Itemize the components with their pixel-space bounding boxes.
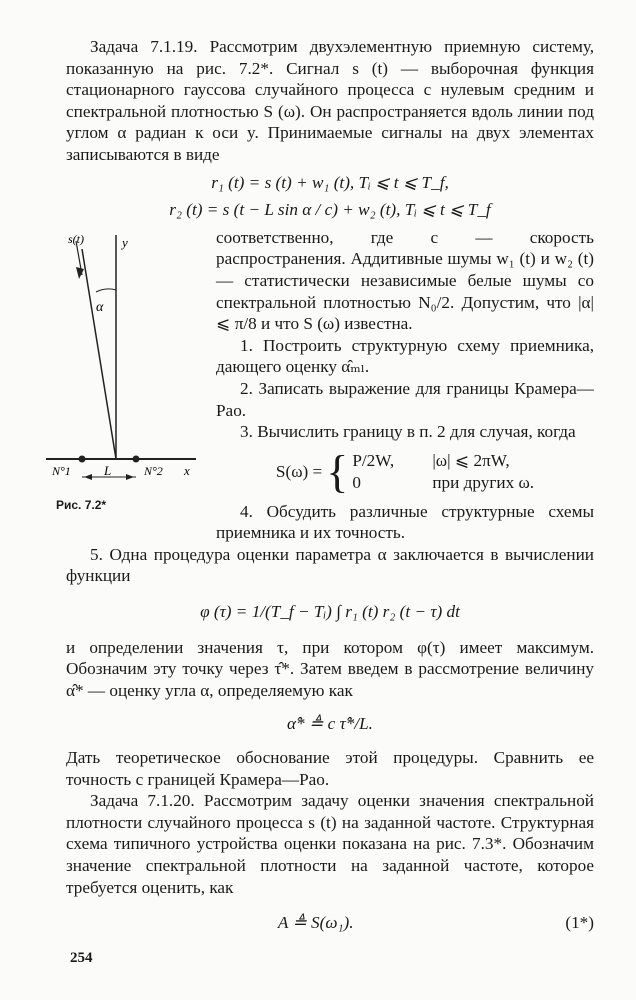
page-number: 254 (70, 950, 93, 966)
equation-1-row (66, 912, 594, 934)
figure-caption: Рис. 7.2* (56, 497, 107, 512)
list-item-2: 2. Записать выражение для границы Крамера—Рао. (216, 378, 594, 420)
figure-7-2-diagram (52, 227, 216, 497)
figure-row (52, 227, 594, 544)
label-s: s(t) (68, 231, 84, 246)
paragraph-max-point: и определении значения τ, при котором φ(τ) имеет максимум. Обозначим эту точку через τ̂*. Затем введем в рассмотрение величину α̂* — оценку угла α, определяемую как (66, 637, 594, 700)
label-y: y (122, 234, 128, 250)
list-item-3: 3. Вычислить границу в п. 2 для случая, когда (240, 422, 576, 442)
element-1-dot (79, 455, 86, 462)
list-item-4: 4. Обсудить различные структурные схемы приемника и их точность. (216, 501, 594, 543)
case-2-value: 0 (352, 472, 361, 492)
equation-r2: r₂ (t) = s (t − L sin α / c) + w₂ (t), Tᵢ ⩽ t ⩽ T_f (169, 200, 491, 220)
case-2-condition: при других ω. (432, 472, 535, 492)
label-L: L (104, 462, 112, 478)
label-n2: N°2 (144, 463, 163, 478)
paragraph-task-7-1-19: Задача 7.1.19. Рассмотрим двухэлементную приемную систему, показанную на рис. 7.2*. Сигнал s (t) — выборочная функция стационарного гауссова случайного процесса с нулевым средним и спектральной плотностью S (ω). Он распространяется вдоль линии под углом α радиан к оси y. Принимаемые сигналы на двух элементах записываются в виде (66, 37, 594, 164)
signal-direction-line (82, 249, 116, 459)
paragraph-justification: Дать теоретическое обоснование этой процедуры. Сравнить ее точность с границей Крамера—Рао. (66, 748, 594, 789)
label-x: x (184, 462, 190, 478)
paragraph-task-7-1-20: Задача 7.1.20. Рассмотрим задачу оценки значения спектральной плотности случайного процесса s (t) на заданной частоте. Структурная схема типичного устройства оценки показана на рис. 7.3*. Обозначим значение спектральной плотности на заданной частоте, которое требуется оценить, как (66, 791, 594, 897)
case-1-condition: |ω| ⩽ 2πW, (432, 451, 510, 471)
case-1-value: P/2W, (352, 451, 395, 471)
figure-side-text (216, 227, 594, 544)
equation-r1: r₁ (t) = s (t) + w₁ (t), Tᵢ ⩽ t ⩽ T_f, (211, 172, 449, 192)
figure-7-2 (52, 227, 216, 512)
label-alpha: α (96, 299, 104, 315)
element-2-dot (133, 455, 140, 462)
equation-alpha-estimate: α̂* ≜ c τ̂*/L. (287, 714, 373, 734)
equation-A: A ≜ S(ω₁). (277, 913, 354, 933)
equation-phi: φ (τ) = 1/(T_f − Tᵢ) ∫ r₁ (t) r₂ (t − τ) dt (200, 602, 460, 622)
cases-lhs: S(ω) = (275, 461, 323, 481)
list-item-1: 1. Построить структурную схему приемника, дающего оценку α̂ₘₗ. (216, 335, 594, 377)
equation-number: (1*) (565, 913, 594, 933)
paragraph-definitions: соответственно, где c — скорость распространения. Аддитивные шумы w₁ (t) и w₂ (t) — статистически независимые белые шумы со спектральной плотностью N₀/2. Допустим, что |α| ⩽ π/8 и что S (ω) известна. (216, 227, 594, 334)
list-item-5: 5. Одна процедура оценки параметра α заключается в вычислении функции (66, 544, 594, 586)
equation-spectral-density: S(ω) = { P/2W, |ω| ⩽ 2πW, 0 при других ω. (275, 445, 535, 497)
label-n1: N°1 (52, 463, 71, 478)
page-content (52, 36, 594, 934)
